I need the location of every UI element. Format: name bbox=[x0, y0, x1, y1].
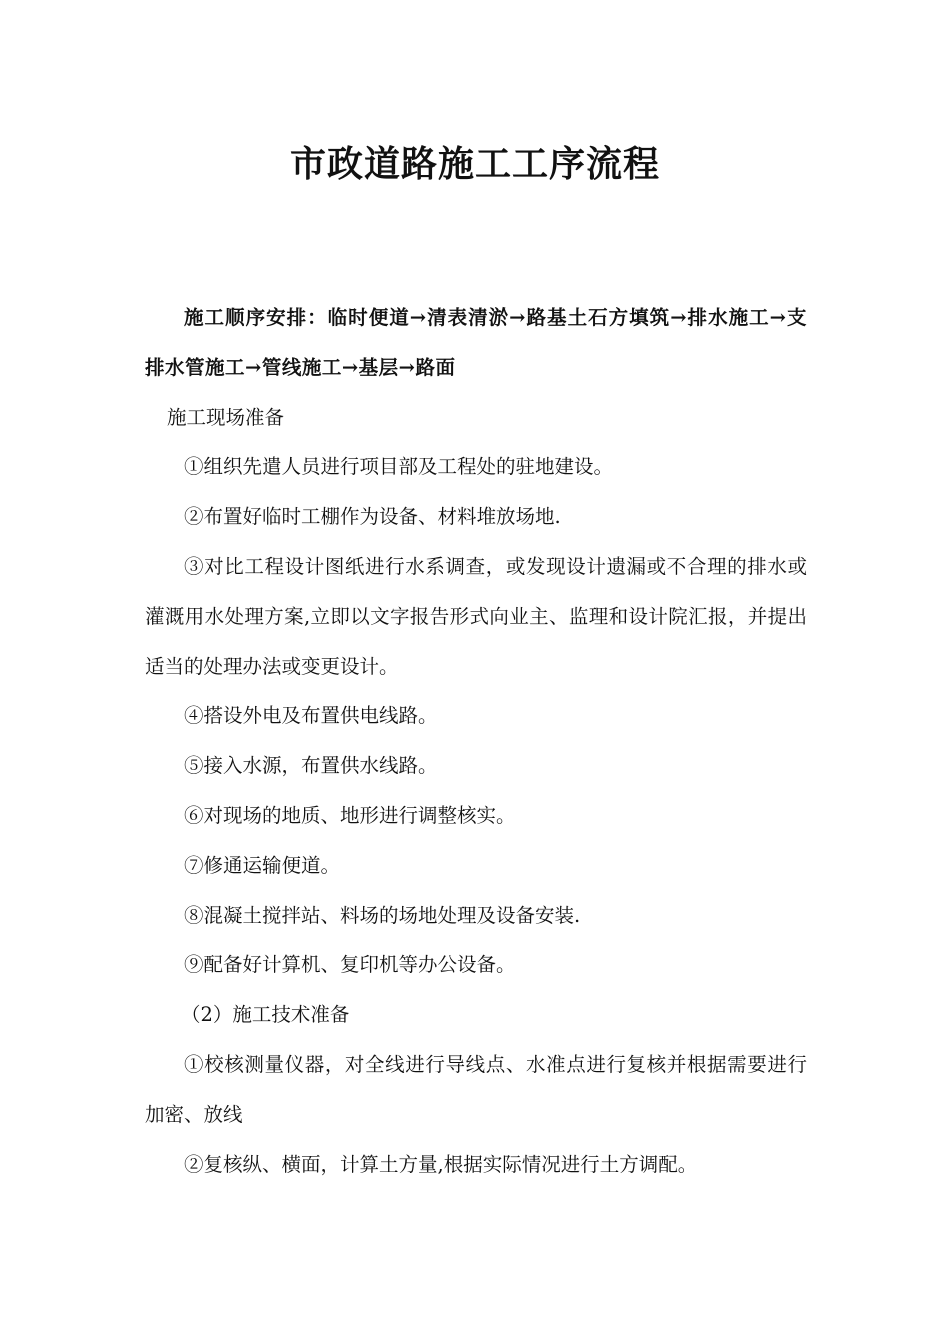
document-body bbox=[145, 293, 807, 1189]
list-item: ⑨配备好计算机、复印机等办公设备。 bbox=[184, 953, 516, 977]
list-item: ⑥对现场的地质、地形进行调整核实。 bbox=[184, 803, 516, 827]
list-item: ②布置好临时工棚作为设备、材料堆放场地. bbox=[184, 505, 561, 529]
section-heading-technical-preparation: （2）施工技术准备 bbox=[181, 1003, 350, 1027]
list-item: ②复核纵、横面，计算土方量,根据实际情况进行土方调配。 bbox=[184, 1152, 698, 1176]
list-item: ①校核测量仪器，对全线进行导线点、水准点进行复核并根据需要进行加密、放线 bbox=[145, 1052, 807, 1126]
list-item: ⑤接入水源，布置供水线路。 bbox=[184, 754, 438, 778]
section-heading-site-preparation: 施工现场准备 bbox=[167, 405, 285, 429]
list-item: ⑦修通运输便道。 bbox=[184, 853, 341, 877]
list-item: ⑧混凝土搅拌站、料场的场地处理及设备安装. bbox=[184, 903, 581, 927]
list-item: ③对比工程设计图纸进行水系调查，或发现设计遗漏或不合理的排水或灌溉用水处理方案,立即以文字报告形式向业主、监理和设计院汇报，并提出适当的处理办法或变更设计。 bbox=[145, 554, 807, 678]
document-title: 市政道路施工工序流程 bbox=[289, 143, 660, 185]
list-item: ①组织先遣人员进行项目部及工程处的驻地建设。 bbox=[184, 455, 614, 479]
construction-sequence: 施工顺序安排：临时便道→清表清淤→路基土石方填筑→排水施工→支排水管施工→管线施工→基层→路面 bbox=[145, 306, 807, 379]
list-item: ④搭设外电及布置供电线路。 bbox=[184, 704, 438, 728]
